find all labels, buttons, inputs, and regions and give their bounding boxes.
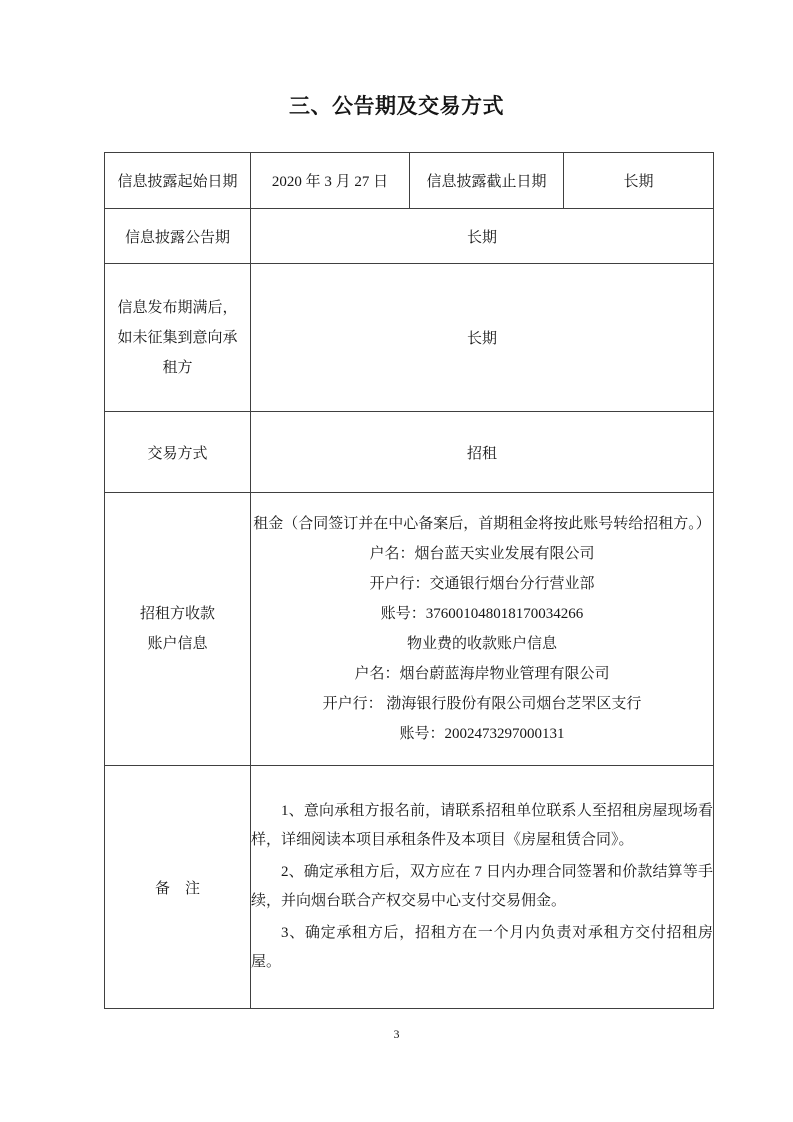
after-expiry-value-cell: 长期	[251, 264, 714, 412]
account-label-cell	[105, 493, 251, 766]
after-expiry-label-cell	[105, 264, 251, 412]
remark-paragraph: 2、确定承租方后，双方应在 7 日内办理合同签署和价款结算等手续，并向烟台联合产权交易中心支付交易佣金。	[251, 864, 713, 909]
table-row-trade-method	[105, 412, 714, 493]
after-expiry-label-line: 租方	[162, 359, 193, 376]
remark-paragraph: 3、确定承租方后，招租方在一个月内负责对承租方交付招租房屋。	[251, 925, 713, 970]
disclosure-end-label-cell: 信息披露截止日期	[410, 153, 564, 209]
page-title: 三、公告期及交易方式	[289, 94, 504, 118]
table-row-account-info	[105, 493, 714, 766]
account-line-bank: 开户行：交通银行烟台分行营业部	[369, 576, 595, 592]
account-line-number: 账号：2002473297000131	[399, 726, 565, 742]
disclosure-start-label-cell: 信息披露起始日期	[105, 153, 251, 209]
account-line-rent-note: 租金（合同签订并在中心备案后，首期租金将按此账号转给招租方。）	[253, 516, 711, 532]
trade-method-label-cell: 交易方式	[105, 412, 251, 493]
account-line-bank: 开户行： 渤海银行股份有限公司烟台芝罘区支行	[322, 696, 642, 712]
disclosure-end-value-cell: 长期	[564, 153, 714, 209]
account-label-line: 账户信息	[147, 636, 208, 652]
disclosure-start-value-cell: 2020 年 3 月 27 日	[251, 153, 410, 209]
account-label-line: 招租方收款	[139, 606, 215, 622]
announce-period-value-cell: 长期	[251, 209, 714, 264]
account-line-property-fee-title: 物业费的收款账户信息	[406, 636, 557, 652]
table-row-disclosure-dates	[105, 153, 714, 209]
account-details-cell	[251, 493, 714, 766]
table-row-after-expiry	[105, 264, 714, 412]
remark-content-cell	[251, 766, 714, 1009]
after-expiry-label-line: 如未征集到意向承	[117, 329, 238, 346]
trade-method-value-cell: 招租	[251, 412, 714, 493]
remark-label-cell: 备 注	[105, 766, 251, 1009]
table-row-announce-period	[105, 209, 714, 264]
announcement-table	[104, 152, 714, 1009]
page-number: 3	[393, 1027, 400, 1041]
account-line-holder-name: 户名：烟台蔚蓝海岸物业管理有限公司	[354, 666, 610, 682]
after-expiry-label-line: 信息发布期满后，	[117, 299, 238, 316]
table-row-remark	[105, 766, 714, 1009]
account-line-number: 账号：376001048018170034266	[380, 606, 584, 622]
remark-paragraph: 1、意向承租方报名前，请联系招租单位联系人至招租房屋现场看样，详细阅读本项目承租条件及本项目《房屋租赁合同》。	[251, 803, 713, 848]
account-line-holder-name: 户名：烟台蓝天实业发展有限公司	[369, 546, 595, 562]
announce-period-label-cell: 信息披露公告期	[105, 209, 251, 264]
